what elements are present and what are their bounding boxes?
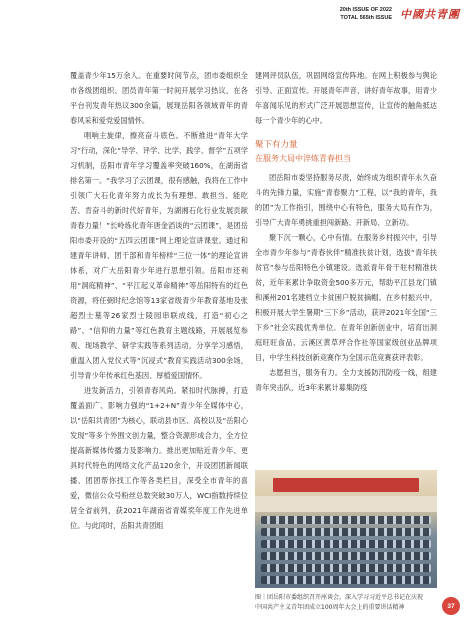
magazine-logo: 中國共青團	[400, 8, 460, 21]
right-paragraph-3: 聚下沉一颗心，心中有情。在服务乡村振兴中，引导全市青少年参与“青春伙伴”精准扶贫计划，选拔“青年扶贫官”参与岳阳特色小镇建设。选派青年骨干驻村精准扶贫，近年来累计争取资金500多万元，帮助平江县龙门镇和溪州201名建档立卡贫困户脱贫摘帽。在乡村振兴中，积极开展大学生暑期“三下乡”活动，获评2021年全国“三下乡”社会实践优秀单位。在青年创新创业中，培育出洞庭旺旺食品、云溪区黄草坪合作社等国家级创业品牌项目，中学生科技创新竞赛作为全国示范竞赛获评表彰。	[255, 233, 437, 362]
page-number-badge: 37	[442, 597, 460, 615]
section-title-sub: 在服务大局中淬炼青春担当	[255, 154, 351, 163]
left-paragraph-2: 唱响主旋律，擦亮奋斗底色。不断推进“青年大学习”行动，深化“导学、评学、比学、践学、督学”五项学习机制，岳阳市青年学习覆盖率突破160%，在湖南省排名第一。“我学习了云团课，很有感触，我将在工作中引领广大石化青年努力成长为有理想、敢担当、能吃苦、肯奋斗的新时代好青年，为湖湘石化行业发展贡献青春力量！”长岭炼化青年唐金滔谈的“云团课”，是团岳阳市委开设的“五四云团课”网上理论宣讲课堂。通过和建青年讲师、团干部和青年榜样“三位一体”的理论宣讲体系，对广大岳阳青少年进行思想引领。岳阳市还利用“洞庭精神”、“平江起义革命精神”等岳阳特有的红色资源，将任弼时纪念馆等13家省级青少年教育基地及张超烈士墓等26家烈士陵园串联成线，打造“初心之路”、“信仰的力量”等红色教育主题线路，开展展览参观、现场教学、研学实践等系列活动，分享学习感悟，重温入团入党仪式等“沉浸式”教育实践活动300余场，引导青少年传承红色基因、厚植爱国情怀。	[70, 131, 248, 380]
photo-audience-row	[261, 552, 431, 560]
photo-stage	[255, 496, 437, 512]
right-paragraph-4: 志愿担当，服务有力。全力支援防汛防疫一线，组建青年突击队，近3年来累计募集防疫	[255, 368, 437, 392]
photo-audience-row	[261, 516, 431, 524]
section-heading	[255, 138, 437, 166]
right-paragraph-2: 团岳阳市委坚持服务尽责，始终成为组织青年永久奋斗的先锋力量，实施“青春聚力”工程，以“我的青年，我的团”为工作指引，围绕中心有特色，服务大局有作为，引导广大青年勇挑重担闯新路、开新局、立新功。	[255, 173, 437, 227]
photo-stage-banner	[273, 478, 419, 492]
right-paragraph-1: 建网评员队伍，巩固网络宣传阵地。在网上积极参与舆论引导、正面宣传。开展青年声音、讲好青年故事，用青少年喜闻乐见的形式广泛开展思想宣传，让宣传的触角抵达每一个青少年的心中。	[255, 71, 437, 125]
photo-audience-row	[261, 576, 431, 584]
photo-audience-row	[261, 528, 431, 536]
page-header	[340, 6, 460, 22]
photo-audience-row	[261, 564, 431, 572]
left-paragraph-1: 覆盖青少年15万余人。在重要时间节点，团市委组织全市各级团组织、团员青年第一时间开展学习热议，在各平台刊发青年热议300余篇，展现岳阳各领域青年的青春风采和爱党爱国情怀。	[70, 71, 248, 125]
left-paragraph-3: 进发新活力，引领青春风尚。紧扣时代脉搏，打造覆盖面广、影响力强的“1+2+N”青少年全媒体中心，以“岳阳共青团”为核心，联动县市区、高校以及“岳阳心发现”等多个外围文创力量，整合资源形成合力，全方位提高新媒体传播力及影响力。推出更加贴近青少年、更具时代特色的网络文化产品120余个，开设团团新闻联播、团团帮你找工作等各类栏目，深受全市青年的喜爱，微信公众号粉丝总数突破30万人，WCI指数持续位居全省前列，获2021年湖南省青媒奖年度工作先进单位。与此同时，岳阳共青团组	[70, 386, 248, 530]
section-title-main: 聚下有力量	[255, 140, 298, 150]
photo-caption: 图｜团岳阳市委组织召开座谈会，深入学习习近平总书记在庆祝中国共产主义青年团成立100周年大会上的重要讲话精神	[255, 594, 424, 611]
photo-audience-row	[261, 540, 431, 548]
issue-line-1: 20th ISSUE OF 2022	[339, 7, 392, 13]
right-column	[255, 68, 437, 395]
issue-info	[340, 6, 392, 22]
issue-line-2: TOTAL 565th ISSUE	[340, 15, 392, 21]
left-column	[70, 68, 248, 533]
meeting-photo	[255, 470, 437, 588]
